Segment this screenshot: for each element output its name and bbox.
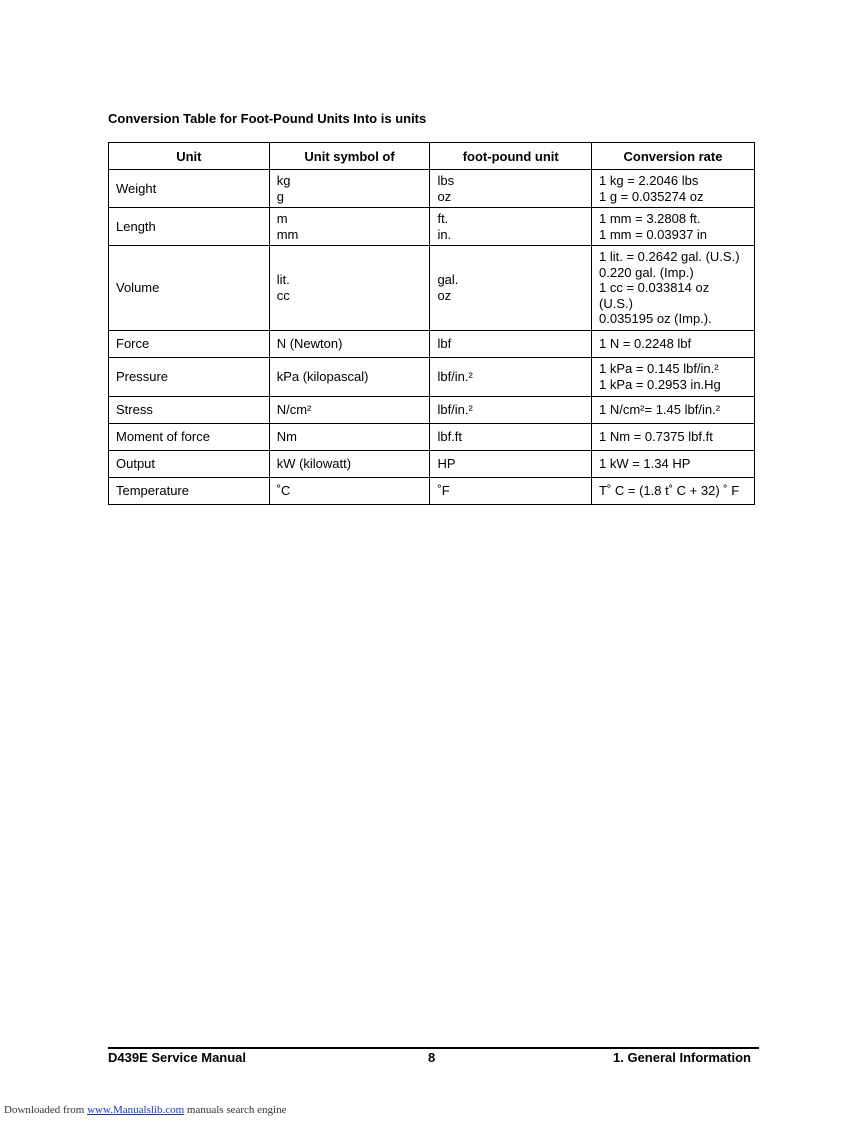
cell-foot-pound-unit: [430, 423, 592, 450]
table-row: [109, 477, 755, 504]
cell-foot-pound-unit: [430, 208, 592, 246]
cell-unit-symbol: [269, 450, 430, 477]
cell-unit-symbol-line: kg: [276, 173, 291, 188]
footer-manual-title: D439E Service Manual: [108, 1050, 247, 1065]
cell-foot-pound-unit: [430, 396, 592, 423]
cell-conversion-rate-line: (U.S.): [599, 295, 633, 311]
cell-conversion-rate: [592, 450, 755, 477]
cell-conversion-rate: [592, 330, 755, 357]
cell-conversion-rate-line: 1 kPa = 0.2953 in.Hg: [599, 376, 721, 392]
cell-foot-pound-unit-line: lbf: [437, 335, 452, 351]
table-row: [109, 357, 755, 396]
table-header-row: [109, 143, 755, 170]
cell-foot-pound-unit-line: in.: [437, 226, 452, 242]
download-suffix: manuals search engine: [186, 1104, 287, 1116]
cell-foot-pound-unit-line: lbf.ft: [437, 428, 463, 444]
cell-foot-pound-unit-line: gal.: [437, 272, 459, 288]
download-notice: [4, 1104, 286, 1116]
cell-unit: Output: [109, 450, 270, 477]
manualslib-link[interactable]: www.Manualslib.com: [87, 1104, 185, 1116]
cell-unit-symbol-line: kPa (kilopascal): [276, 368, 369, 384]
cell-conversion-rate-line: 0.220 gal. (Imp.): [599, 264, 694, 280]
cell-unit-symbol-line: mm: [276, 226, 299, 242]
cell-unit: Volume: [109, 246, 270, 331]
table-row: [109, 170, 755, 208]
cell-foot-pound-unit: [430, 170, 592, 208]
cell-foot-pound-unit-line: ft.: [437, 211, 449, 226]
cell-unit-symbol-line: m: [276, 211, 288, 226]
header-foot-pound-unit: foot-pound unit: [430, 143, 592, 170]
cell-foot-pound-unit-line: lbf/in.²: [437, 368, 473, 384]
cell-conversion-rate-line: 1 cc = 0.033814 oz: [599, 280, 710, 295]
cell-unit-symbol: [269, 246, 430, 331]
cell-foot-pound-unit-line: oz: [437, 188, 452, 204]
cell-unit: Stress: [109, 396, 270, 423]
cell-unit: Weight: [109, 170, 270, 208]
cell-unit-symbol: [269, 170, 430, 208]
footer-section-title: 1. General Information: [613, 1050, 751, 1065]
cell-foot-pound-unit: [430, 477, 592, 504]
cell-foot-pound-unit: [430, 246, 592, 331]
cell-unit-symbol-line: lit.: [276, 272, 290, 288]
footer-page-number: 8: [428, 1050, 436, 1065]
cell-conversion-rate-line: T˚ C = (1.8 t˚ C + 32) ˚ F: [599, 482, 740, 498]
table-row: [109, 450, 755, 477]
cell-conversion-rate: [592, 477, 755, 504]
table-body: [109, 170, 755, 505]
cell-unit-symbol-line: N/cm²: [276, 401, 312, 417]
cell-conversion-rate-line: 1 N/cm²= 1.45 lbf/in.²: [599, 401, 721, 417]
cell-conversion-rate: [592, 357, 755, 396]
cell-unit-symbol: [269, 477, 430, 504]
cell-conversion-rate-line: 1 g = 0.035274 oz: [599, 188, 704, 204]
header-unit-symbol: Unit symbol of: [269, 143, 430, 170]
cell-conversion-rate-line: 0.035195 oz (Imp.).: [599, 311, 712, 326]
cell-conversion-rate: [592, 170, 755, 208]
cell-foot-pound-unit-line: lbs: [437, 173, 455, 188]
table-row: [109, 423, 755, 450]
cell-unit-symbol: [269, 423, 430, 450]
table-row: [109, 330, 755, 357]
download-prefix: Downloaded from: [4, 1104, 85, 1116]
cell-unit-symbol-line: N (Newton): [276, 335, 343, 351]
cell-conversion-rate-line: 1 kW = 1.34 HP: [599, 455, 691, 471]
cell-unit: Temperature: [109, 477, 270, 504]
table-row: [109, 246, 755, 331]
cell-foot-pound-unit: [430, 357, 592, 396]
cell-unit-symbol-line: Nm: [276, 428, 297, 444]
cell-foot-pound-unit-line: lbf/in.²: [437, 401, 473, 417]
cell-conversion-rate-line: 1 Nm = 0.7375 lbf.ft: [599, 428, 713, 444]
cell-unit: Moment of force: [109, 423, 270, 450]
cell-conversion-rate-line: 1 lit. = 0.2642 gal. (U.S.): [599, 249, 740, 264]
cell-unit-symbol: [269, 396, 430, 423]
header-conversion-rate: Conversion rate: [592, 143, 755, 170]
cell-conversion-rate: [592, 246, 755, 331]
cell-unit: Pressure: [109, 357, 270, 396]
cell-unit: Length: [109, 208, 270, 246]
cell-conversion-rate-line: 1 kg = 2.2046 lbs: [599, 173, 699, 188]
cell-unit-symbol: [269, 357, 430, 396]
conversion-table: [108, 142, 755, 505]
cell-unit-symbol-line: kW (kilowatt): [276, 455, 352, 471]
cell-conversion-rate-line: 1 kPa = 0.145 lbf/in.²: [599, 361, 719, 376]
table-row: [109, 396, 755, 423]
cell-unit: Force: [109, 330, 270, 357]
cell-unit-symbol-line: ˚C: [276, 482, 291, 498]
cell-conversion-rate-line: 1 N = 0.2248 lbf: [599, 335, 692, 351]
cell-conversion-rate-line: 1 mm = 3.2808 ft.: [599, 211, 701, 226]
cell-conversion-rate: [592, 423, 755, 450]
cell-conversion-rate-line: 1 mm = 0.03937 in: [599, 226, 708, 242]
cell-foot-pound-unit-line: ˚F: [437, 482, 450, 498]
page-title: Conversion Table for Foot-Pound Units Into is units: [108, 111, 427, 126]
footer-rule: [108, 1047, 759, 1049]
cell-unit-symbol: [269, 330, 430, 357]
cell-unit-symbol-line: cc: [276, 287, 290, 303]
cell-unit-symbol: [269, 208, 430, 246]
cell-unit-symbol-line: g: [276, 188, 284, 204]
cell-foot-pound-unit: [430, 450, 592, 477]
cell-conversion-rate: [592, 208, 755, 246]
cell-foot-pound-unit-line: HP: [437, 455, 456, 471]
cell-foot-pound-unit: [430, 330, 592, 357]
cell-foot-pound-unit-line: oz: [437, 287, 452, 303]
cell-conversion-rate: [592, 396, 755, 423]
table-row: [109, 208, 755, 246]
header-unit: Unit: [109, 143, 270, 170]
